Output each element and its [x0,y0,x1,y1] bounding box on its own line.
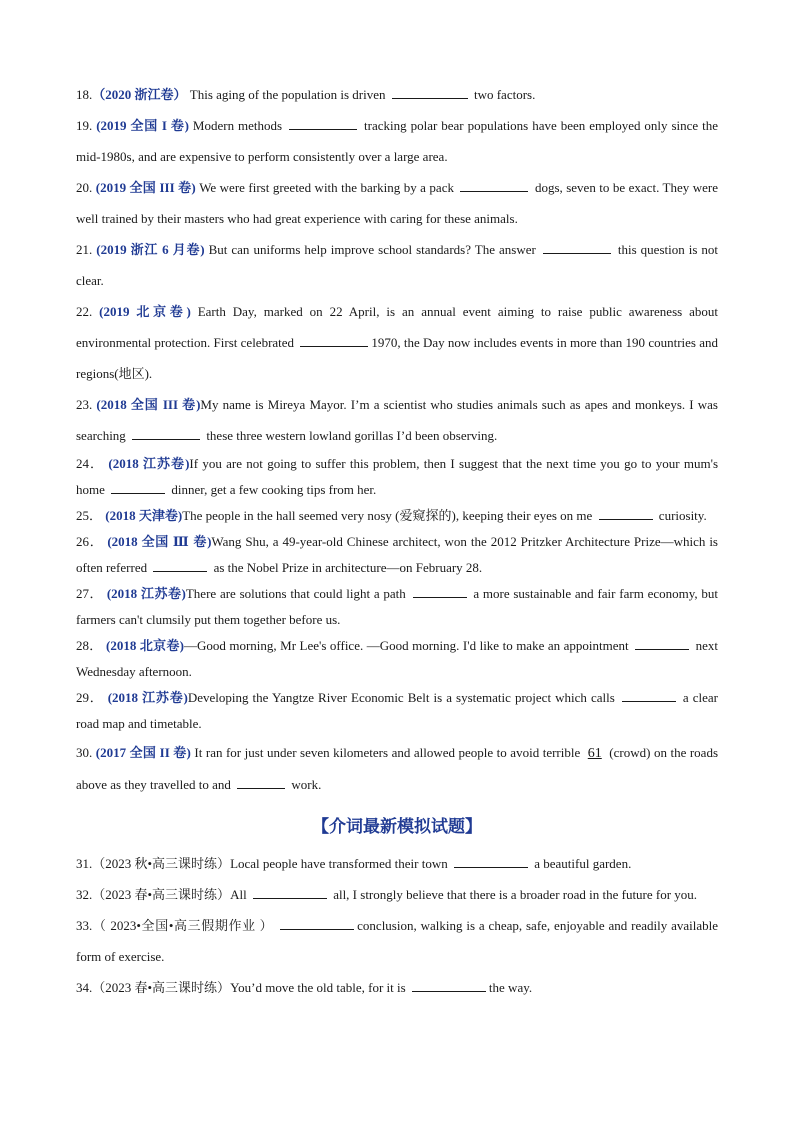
answer-blank[interactable] [253,886,327,899]
question-text: The people in the hall seemed very nosy (爱窥探的), keeping their eyes on me [182,508,593,523]
question-number: 34. [76,980,93,995]
question-text: (crowd) on the roads above as they travelled to and [76,745,719,792]
content [76,79,718,1003]
question-source: （ 2023•全国•高三假期作业 ） [92,918,274,933]
question-text: work. [291,777,322,792]
question-34 [76,972,718,1003]
question-text: Developing the Yangtze River Economic Belt is a systematic project which calls [187,690,615,705]
question-source: （2023 秋•高三课时练） [92,856,231,871]
question-source: （2020 浙江卷） [92,87,187,102]
underlined-answer: 61 [587,746,602,761]
question-text: curiosity. [658,508,707,523]
answer-blank[interactable] [153,559,207,572]
question-text: conclusion, walking is a cheap, safe, enjoyable and readily available form of exercise. [76,918,718,964]
answer-blank[interactable] [460,179,528,192]
answer-blank[interactable] [412,979,486,992]
question-number: 30. [76,745,93,760]
question-25 [76,503,718,529]
question-text: dinner, get a few cooking tips from her. [171,482,377,497]
question-number: 25． [76,508,103,523]
question-number: 19. [76,118,93,133]
question-source: (2019 全国 III 卷) [95,180,196,195]
question-text: this question is not clear. [76,242,719,288]
question-number: 31. [76,856,93,871]
answer-blank[interactable] [599,507,653,520]
question-source: （2023 春•高三课时练） [92,887,231,902]
question-number: 20. [76,180,93,195]
question-source: （2023 春•高三课时练） [92,980,231,995]
question-18 [76,79,718,110]
question-text: all, I strongly believe that there is a broader road in the future for you. [333,887,698,902]
question-source: (2018 江苏卷) [106,586,186,601]
question-text: the way. [488,980,533,995]
question-text: Local people have transformed their town [230,856,448,871]
question-source: (2018 江苏卷) [107,690,188,705]
question-text: It ran for just under seven kilometers and allowed people to avoid terrible [194,745,581,760]
question-24 [76,451,718,503]
question-23 [76,389,718,451]
question-27 [76,581,718,633]
question-text: Modern methods [192,118,283,133]
question-text: 1970, the Day now includes events in more than 190 countries and regions(地区). [76,335,718,381]
question-source: (2018 北京卷) [106,638,184,653]
question-text: All [230,887,247,902]
question-source: (2017 全国 II 卷) [95,745,191,760]
question-text: a clear road map and timetable. [76,690,718,731]
question-source: (2018 天津卷) [105,508,183,523]
question-number: 24． [76,456,105,471]
question-text: as the Nobel Prize in architecture—on February 28. [213,560,483,575]
question-20 [76,172,718,234]
question-text: You’d move the old table, for it is [230,980,406,995]
answer-blank[interactable] [289,117,357,130]
question-22 [76,296,718,389]
question-text: —Good morning, Mr Lee's office. —Good morning. I'd like to make an appointment [183,638,629,653]
answer-blank[interactable] [622,689,676,702]
question-text: dogs, seven to be exact. They were well trained by their masters who had great experience with caring for these animals. [76,180,719,226]
question-text: My name is Mireya Mayor. I’m a scientist who studies animals such as apes and monkeys. I was searching [76,397,718,443]
answer-blank[interactable] [132,427,200,440]
answer-blank[interactable] [392,86,468,99]
question-text: We were first greeted with the barking by a pack [199,180,454,195]
question-31 [76,848,718,879]
question-number: 27． [76,586,104,601]
question-33 [76,910,718,972]
question-30 [76,737,718,800]
question-text: a more sustainable and fair farm economy, but farmers can't clumsily put them together before us. [76,586,719,627]
question-19 [76,110,718,172]
question-text: But can uniforms help improve school standards? The answer [208,242,536,257]
question-21 [76,234,718,296]
question-number: 22. [76,304,93,319]
question-source: (2019 浙江 6 月卷) [96,242,205,257]
question-number: 21. [76,242,93,257]
question-number: 28． [76,638,103,653]
answer-blank[interactable] [111,481,165,494]
section-title: 【介词最新模拟试题】 [312,817,482,836]
question-source: (2018 全国 Ⅲ 卷) [107,534,212,549]
question-text: next Wednesday afternoon. [76,638,718,679]
question-text: Earth Day, marked on 22 April, is an annual event aiming to raise public awareness about environmental protection. First celebrated [76,304,718,350]
question-source: (2018 全国 III 卷) [96,397,201,412]
answer-blank[interactable] [237,776,285,789]
question-text: Wang Shu, a 49-year-old Chinese architect, won the 2012 Pritzker Architecture Prize—which is often referred [76,534,718,575]
question-text: tracking polar bear populations have been employed only since the mid-1980s, and are expensive to perform consistently over a large area. [76,118,719,164]
question-32 [76,879,718,910]
question-number: 18. [76,87,93,102]
question-29 [76,685,718,737]
question-text: If you are not going to suffer this problem, then I suggest that the next time you go to your mum's home [76,456,718,497]
question-number: 26． [76,534,104,549]
question-number: 29． [76,690,104,705]
question-number: 32. [76,887,93,902]
answer-blank[interactable] [454,855,528,868]
answer-blank[interactable] [413,585,467,598]
question-26 [76,529,718,581]
question-text: There are solutions that could light a path [185,586,406,601]
question-source: (2018 江苏卷) [108,456,190,471]
question-text: a beautiful garden. [534,856,632,871]
answer-blank[interactable] [635,637,689,650]
question-number: 23. [76,397,93,412]
question-number: 33. [76,918,93,933]
answer-blank[interactable] [300,334,368,347]
answer-blank[interactable] [280,917,354,930]
answer-blank[interactable] [543,241,611,254]
question-text: two factors. [473,87,536,102]
question-28 [76,633,718,685]
question-source: (2019 全国 I 卷) [96,118,189,133]
question-source: (2019 北京卷) [99,304,191,319]
question-text: these three western lowland gorillas I’d been observing. [206,428,498,443]
question-text: This aging of the population is driven [189,87,386,102]
